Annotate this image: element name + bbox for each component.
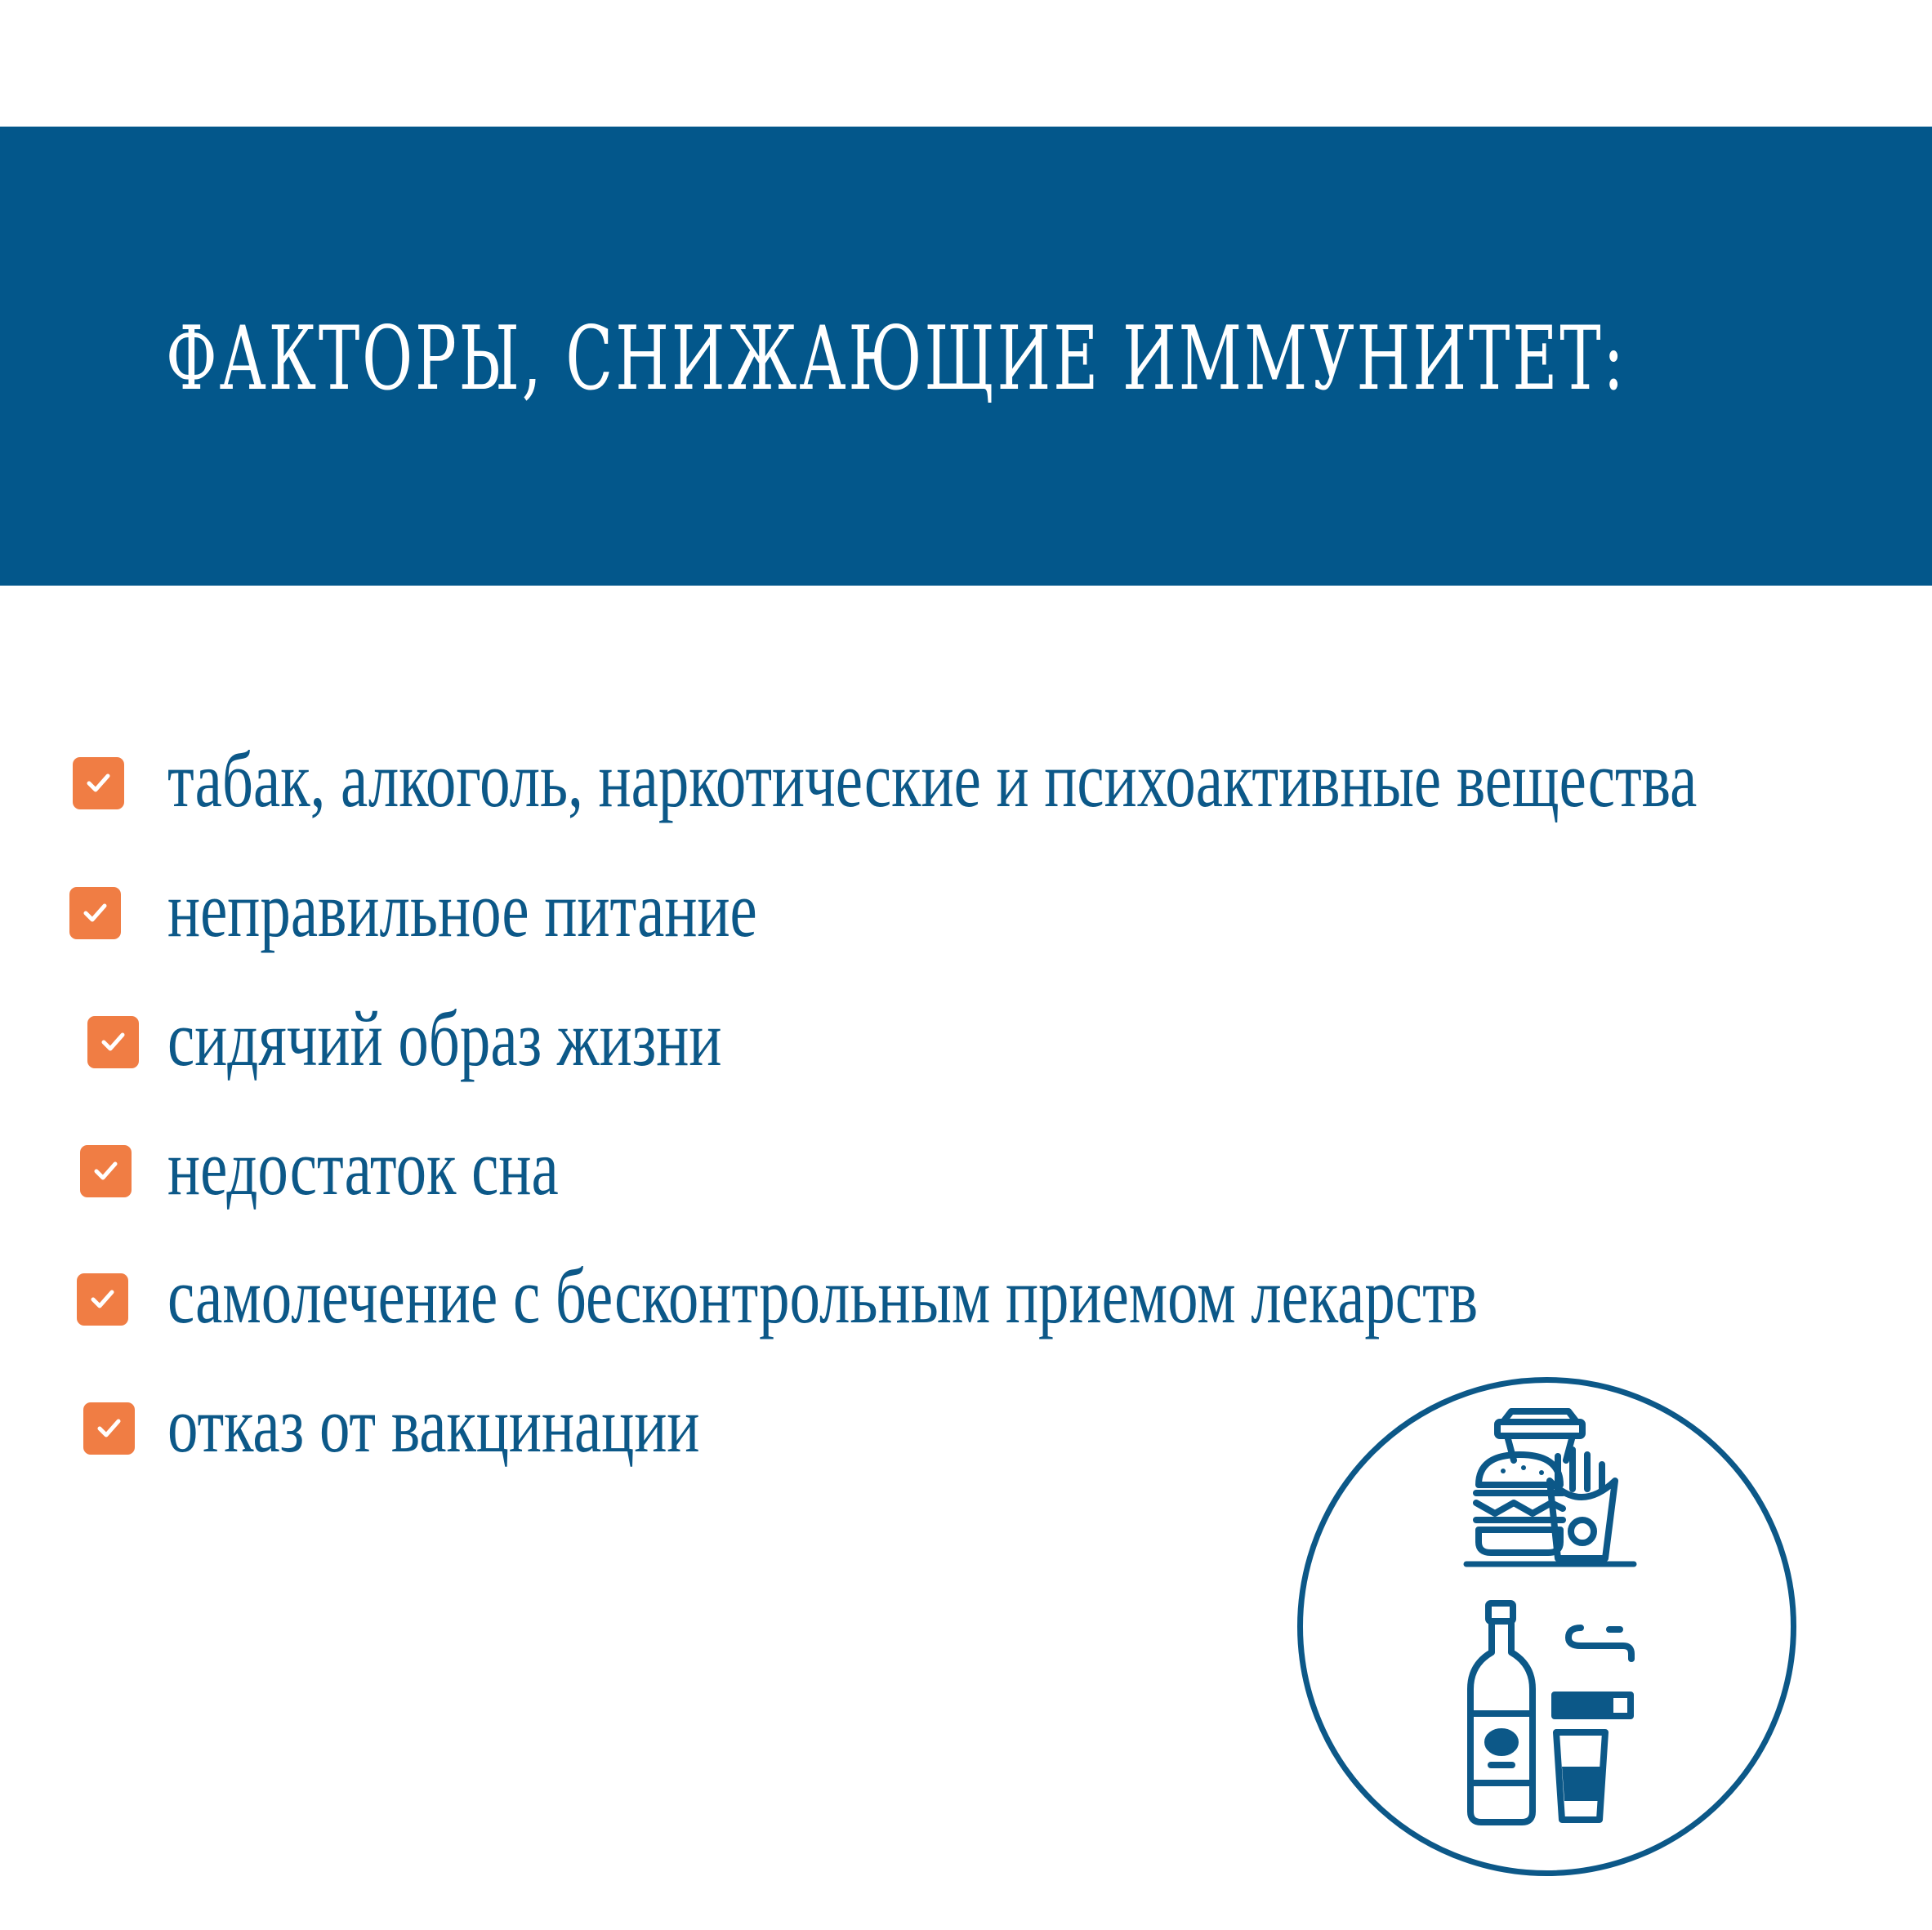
shot-glass-icon	[1556, 1732, 1605, 1820]
list-item	[0, 1123, 1879, 1213]
list-item-label: недостаток сна	[167, 1124, 559, 1211]
list-item	[0, 865, 1879, 955]
check-icon	[87, 1016, 139, 1068]
list-item-label: отказ от вакцинации	[167, 1381, 700, 1469]
check-icon	[80, 1145, 132, 1197]
list-item	[0, 735, 1879, 825]
check-icon	[69, 887, 121, 939]
list-item-label: неправильное питание	[167, 866, 757, 953]
list-item-label: сидячий образ жизни	[167, 995, 722, 1082]
bottle-icon	[1470, 1603, 1533, 1822]
check-icon	[77, 1273, 128, 1326]
check-icon	[83, 1402, 135, 1455]
unhealthy-habits-illustration	[1295, 1375, 1799, 1879]
list-item	[0, 994, 1879, 1084]
cigarette-icon	[1555, 1628, 1631, 1716]
list-item-label: самолечение с бесконтрольным приемом лекарств	[167, 1252, 1479, 1339]
illustration-circle	[1301, 1380, 1794, 1874]
check-icon	[73, 757, 124, 809]
list-item	[0, 1251, 1879, 1341]
list-item-label: табак, алкоголь, наркотические и психоактивные вещества	[167, 736, 1698, 823]
page-title: ФАКТОРЫ, СНИЖАЮЩИЕ ИММУНИТЕТ:	[166, 308, 1626, 410]
